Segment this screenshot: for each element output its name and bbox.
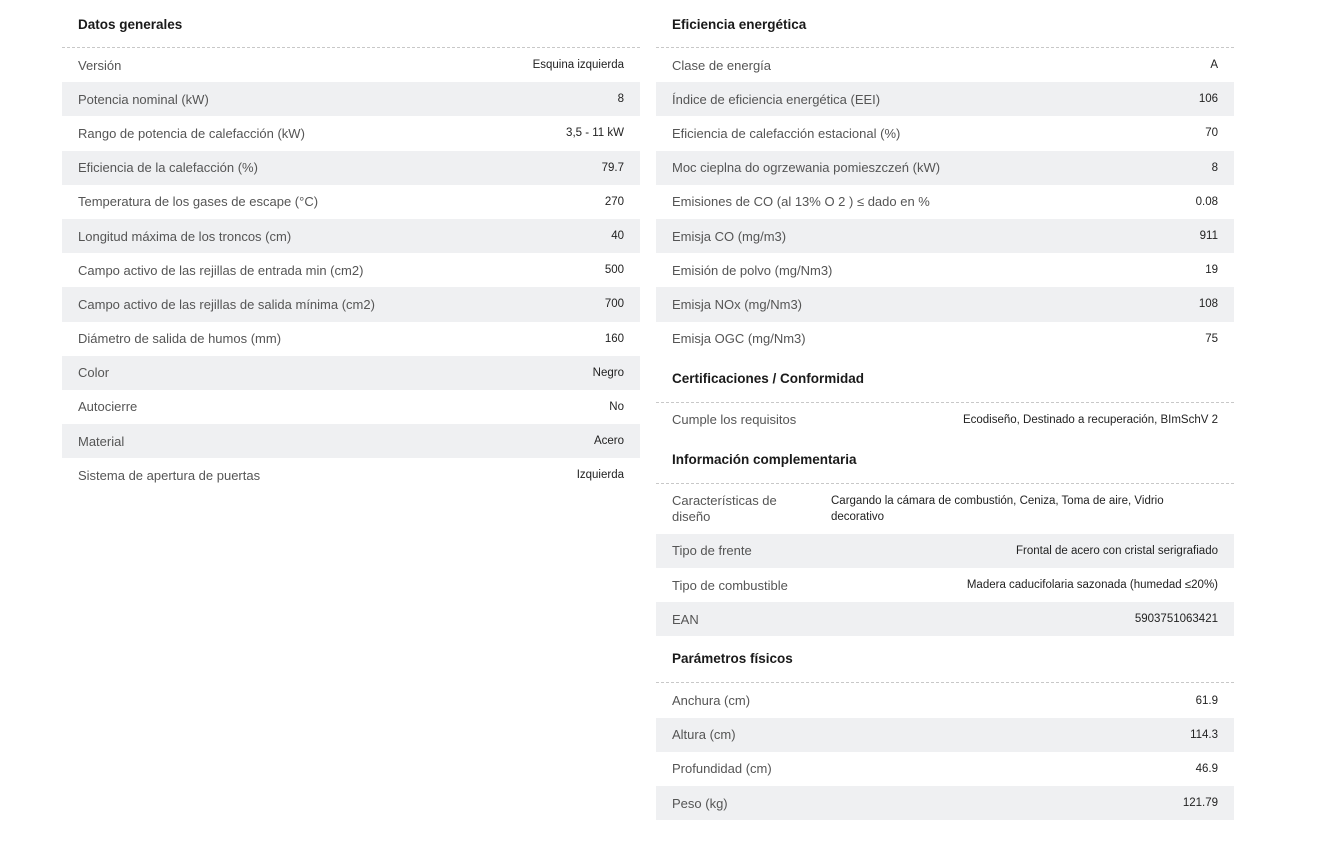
spec-value: 500 (604, 264, 624, 277)
spec-value: Ecodiseño, Destinado a recuperación, BImSchV 2 (962, 413, 1218, 426)
physical-rows (656, 683, 1234, 820)
spec-row-height (656, 718, 1234, 752)
general-data-panel (62, 0, 640, 492)
spec-label: Altura (cm) (672, 727, 736, 743)
spec-value: 40 (611, 230, 624, 243)
complementary-rows (656, 484, 1234, 637)
spec-value: Negro (592, 366, 624, 379)
spec-value: 8 (617, 93, 624, 106)
spec-label: Potencia nominal (kW) (78, 91, 209, 107)
spec-row-energy-class (656, 48, 1234, 82)
spec-value: 70 (1205, 127, 1218, 140)
spec-value: Cargando la cámara de combustión, Ceniza, Toma de aire, Vidrio decorativo (831, 494, 1164, 523)
spec-row-ean (656, 602, 1234, 636)
section-title-efficiency: Eficiencia energética (656, 0, 1234, 48)
spec-value: 8 (1211, 161, 1218, 174)
spec-label: Profundidad (cm) (672, 761, 772, 777)
spec-value: A (1210, 59, 1218, 72)
spec-row-requirements (656, 403, 1234, 437)
spec-label: Longitud máxima de los troncos (cm) (78, 228, 292, 244)
spec-label: Anchura (cm) (672, 693, 751, 709)
spec-row-nominal-power (62, 82, 640, 116)
spec-row-design-features (656, 484, 1234, 534)
spec-row-dust-emission (656, 253, 1234, 287)
spec-value: 114.3 (1190, 728, 1218, 741)
spec-row-eei (656, 82, 1234, 116)
spec-row-self-closing (62, 390, 640, 424)
spec-value: 700 (604, 298, 624, 311)
spec-label: Peso (kg) (672, 795, 728, 811)
spec-value: 61.9 (1195, 694, 1218, 707)
spec-value: 121.79 (1182, 797, 1218, 810)
spec-row-version (62, 48, 640, 82)
spec-row-inlet-grille (62, 253, 640, 287)
spec-label: Sistema de apertura de puertas (78, 467, 261, 483)
spec-row-fuel-type (656, 568, 1234, 602)
spec-value: Acero (593, 435, 624, 448)
spec-label: Tipo de combustible (672, 577, 788, 593)
spec-row-flue-diameter (62, 322, 640, 356)
spec-label: Índice de eficiencia energética (EEI) (672, 91, 881, 107)
spec-row-depth (656, 752, 1234, 786)
spec-row-exhaust-temp (62, 185, 640, 219)
spec-label: Emisja CO (mg/m3) (672, 228, 787, 244)
spec-value: No (609, 400, 624, 413)
spec-label: Campo activo de las rejillas de salida mínima (cm2) (78, 296, 375, 312)
spec-row-color (62, 356, 640, 390)
section-title-physical: Parámetros físicos (656, 636, 1234, 683)
spec-value: 79.7 (601, 161, 624, 174)
spec-value: 106 (1198, 93, 1218, 106)
spec-label: EAN (672, 611, 699, 627)
spec-row-co-emission-percent (656, 185, 1234, 219)
certifications-rows (656, 403, 1234, 437)
spec-row-weight (656, 786, 1234, 820)
spec-value: 19 (1205, 264, 1218, 277)
general-rows (62, 48, 640, 492)
spec-row-ogc-emission (656, 322, 1234, 356)
spec-label: Campo activo de las rejillas de entrada min (cm2) (78, 262, 364, 278)
spec-label: Versión (78, 57, 122, 73)
spec-label: Autocierre (78, 399, 138, 415)
spec-label: Moc cieplna do ogrzewania pomieszczeń (kW) (672, 160, 941, 176)
section-title-complementary: Información complementaria (656, 437, 1234, 484)
spec-row-width (656, 683, 1234, 717)
spec-value: 5903751063421 (1134, 613, 1218, 626)
spec-label: Clase de energía (672, 57, 772, 73)
spec-value: 911 (1199, 230, 1218, 243)
spec-row-heating-efficiency (62, 151, 640, 185)
spec-label: Temperatura de los gases de escape (°C) (78, 194, 319, 210)
spec-row-front-type (656, 534, 1234, 568)
spec-label: Emisja NOx (mg/Nm3) (672, 296, 803, 312)
spec-label: Emisiones de CO (al 13% O 2 ) ≤ dado en % (672, 194, 930, 210)
spec-value: 46.9 (1195, 762, 1218, 775)
spec-value: 0.08 (1195, 195, 1218, 208)
spec-row-material (62, 424, 640, 458)
spec-value: Madera caducifolaria sazonada (humedad ≤20%) (966, 579, 1218, 592)
spec-label: Eficiencia de calefacción estacional (%) (672, 125, 901, 141)
spec-label: Tipo de frente (672, 543, 752, 559)
spec-row-seasonal-efficiency (656, 116, 1234, 150)
spec-label: Cumple los requisitos (672, 412, 797, 428)
spec-value: 270 (604, 195, 624, 208)
section-title-general: Datos generales (62, 0, 640, 48)
spec-label: Eficiencia de la calefacción (%) (78, 160, 258, 176)
spec-row-room-heat-power (656, 151, 1234, 185)
spec-label: Material (78, 433, 125, 449)
spec-label: Rango de potencia de calefacción (kW) (78, 125, 305, 141)
spec-value: Esquina izquierda (532, 59, 624, 72)
efficiency-rows (656, 48, 1234, 356)
spec-row-door-opening (62, 458, 640, 492)
spec-label: Características de diseño (672, 492, 777, 524)
spec-label: Emisja OGC (mg/Nm3) (672, 331, 806, 347)
spec-value: Frontal de acero con cristal serigrafiado (1016, 544, 1218, 557)
spec-label: Diámetro de salida de humos (mm) (78, 331, 282, 347)
spec-row-outlet-grille (62, 287, 640, 321)
spec-row-co-emission (656, 219, 1234, 253)
technical-data-panel (656, 0, 1234, 820)
spec-row-log-length (62, 219, 640, 253)
spec-value: 3,5 - 11 kW (566, 127, 624, 140)
section-title-certifications: Certificaciones / Conformidad (656, 356, 1234, 403)
spec-label: Color (78, 365, 110, 381)
spec-row-power-range (62, 116, 640, 150)
spec-value: 160 (604, 332, 624, 345)
spec-label: Emisión de polvo (mg/Nm3) (672, 262, 833, 278)
spec-value: 75 (1205, 332, 1218, 345)
spec-value: 108 (1198, 298, 1218, 311)
spec-row-nox-emission (656, 287, 1234, 321)
spec-value: Izquierda (576, 469, 624, 482)
